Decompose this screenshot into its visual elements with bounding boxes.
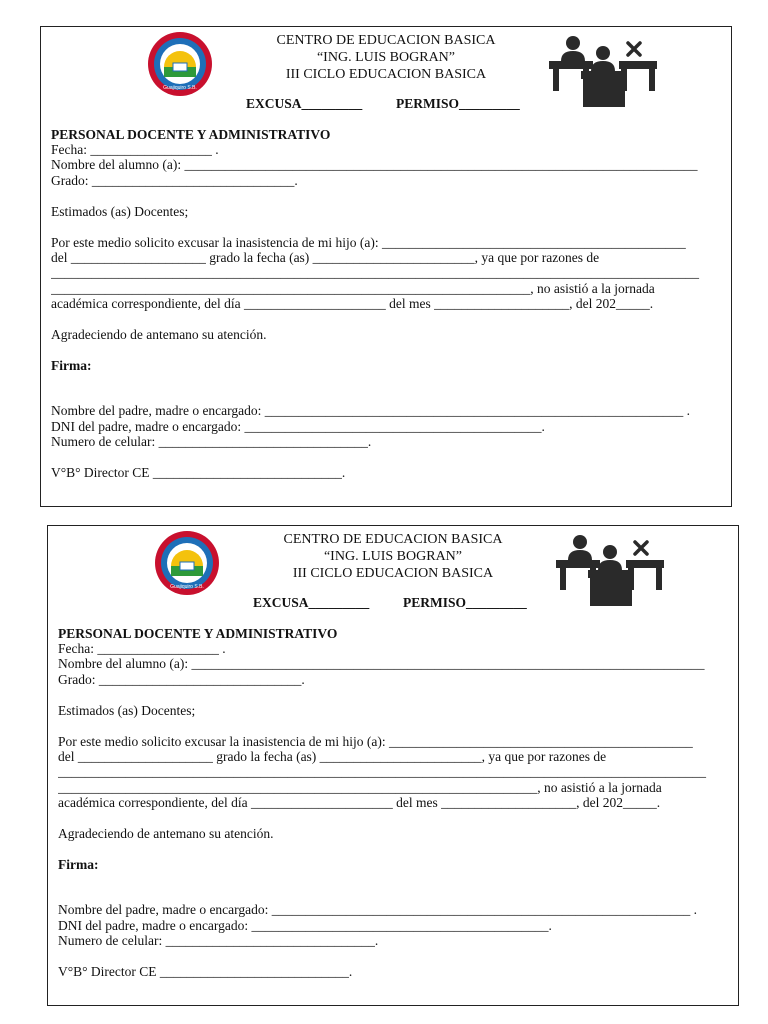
director-field[interactable]: V°B° Director CE ____________________________. [51,465,346,481]
thanks-text: Agradeciendo de antemano su atención. [58,826,274,842]
nombre-alumno-field[interactable]: Nombre del alumno (a): ____________________________________________________________________________ [58,656,705,672]
director-field[interactable]: V°B° Director CE ____________________________. [58,964,353,980]
paragraph-line-1[interactable]: Por este medio solicito excusar la inasistencia de mi hijo (a): _____________________________________________ [51,235,686,251]
paragraph-line-3[interactable]: ________________________________________________________________________________________________ [58,764,706,780]
permiso-field[interactable]: PERMISO_________ [403,595,527,610]
school-header [221,32,551,83]
excuse-form-top [40,26,732,507]
form-heading: PERSONAL DOCENTE Y ADMINISTRATIVO [51,127,331,142]
teachers-desk-icon [554,530,666,608]
school-name-line3: III CICLO EDUCACION BASICA [285,67,487,82]
paragraph-line-2[interactable]: del ____________________ grado la fecha (as) ________________________, ya que por razones de [58,749,607,765]
padre-field[interactable]: Nombre del padre, madre o encargado: ______________________________________________________________ . [51,403,691,419]
paragraph-line-4[interactable]: _______________________________________________________________________, no asistió a la jornada [51,280,655,296]
permiso-field[interactable]: PERMISO_________ [396,96,520,111]
grado-field[interactable]: Grado: ______________________________. [51,172,298,188]
excusa-field[interactable]: EXCUSA_________ [253,595,370,610]
greeting: Estimados (as) Docentes; [51,203,189,219]
nombre-alumno-field[interactable]: Nombre del alumno (a): ____________________________________________________________________________ [51,157,698,173]
paragraph-line-1[interactable]: Por este medio solicito excusar la inasistencia de mi hijo (a): _____________________________________________ [58,734,693,750]
greeting: Estimados (as) Docentes; [58,702,196,718]
teachers-desk-icon [547,31,659,109]
dni-field[interactable]: DNI del padre, madre o encargado: ____________________________________________. [51,418,545,434]
thanks-text: Agradeciendo de antemano su atención. [51,327,267,343]
excusa-field[interactable]: EXCUSA_________ [246,96,363,111]
firma-label: Firma: [51,358,92,374]
school-name-line1: CENTRO DE EDUCACION BASICA [276,33,496,48]
celular-field[interactable]: Numero de celular: _______________________________. [51,433,372,449]
fecha-field[interactable]: Fecha: __________________ . [58,641,226,657]
svg-text:Guajiquiro S.B.: Guajiquiro S.B. [170,584,204,590]
school-name-line2: “ING. LUIS BOGRAN” [316,50,456,65]
school-logo-icon [147,31,213,97]
paragraph-line-3[interactable]: ________________________________________________________________________________________________ [51,265,699,281]
school-logo-icon [154,530,220,596]
fecha-field[interactable]: Fecha: __________________ . [51,142,219,158]
school-header [228,531,558,582]
svg-text:Guajiquiro S.B.: Guajiquiro S.B. [163,85,197,91]
grado-field[interactable]: Grado: ______________________________. [58,671,305,687]
celular-field[interactable]: Numero de celular: _______________________________. [58,932,379,948]
form-heading: PERSONAL DOCENTE Y ADMINISTRATIVO [58,626,338,641]
excuse-form-bottom [47,525,739,1006]
paragraph-line-5[interactable]: académica correspondiente, del día _____________________ del mes ____________________, del 202_____. [51,295,654,311]
school-name-line2: “ING. LUIS BOGRAN” [323,549,463,564]
firma-label: Firma: [58,857,99,873]
form-body [58,626,730,979]
school-name-line1: CENTRO DE EDUCACION BASICA [283,532,503,547]
paragraph-line-4[interactable]: _______________________________________________________________________, no asistió a la jornada [58,779,662,795]
paragraph-line-5[interactable]: académica correspondiente, del día _____________________ del mes ____________________, del 202_____. [58,794,661,810]
dni-field[interactable]: DNI del padre, madre o encargado: ____________________________________________. [58,917,552,933]
form-body [51,127,723,480]
paragraph-line-2[interactable]: del ____________________ grado la fecha (as) ________________________, ya que por razones de [51,250,600,266]
padre-field[interactable]: Nombre del padre, madre o encargado: ______________________________________________________________ . [58,902,698,918]
school-name-line3: III CICLO EDUCACION BASICA [292,566,494,581]
